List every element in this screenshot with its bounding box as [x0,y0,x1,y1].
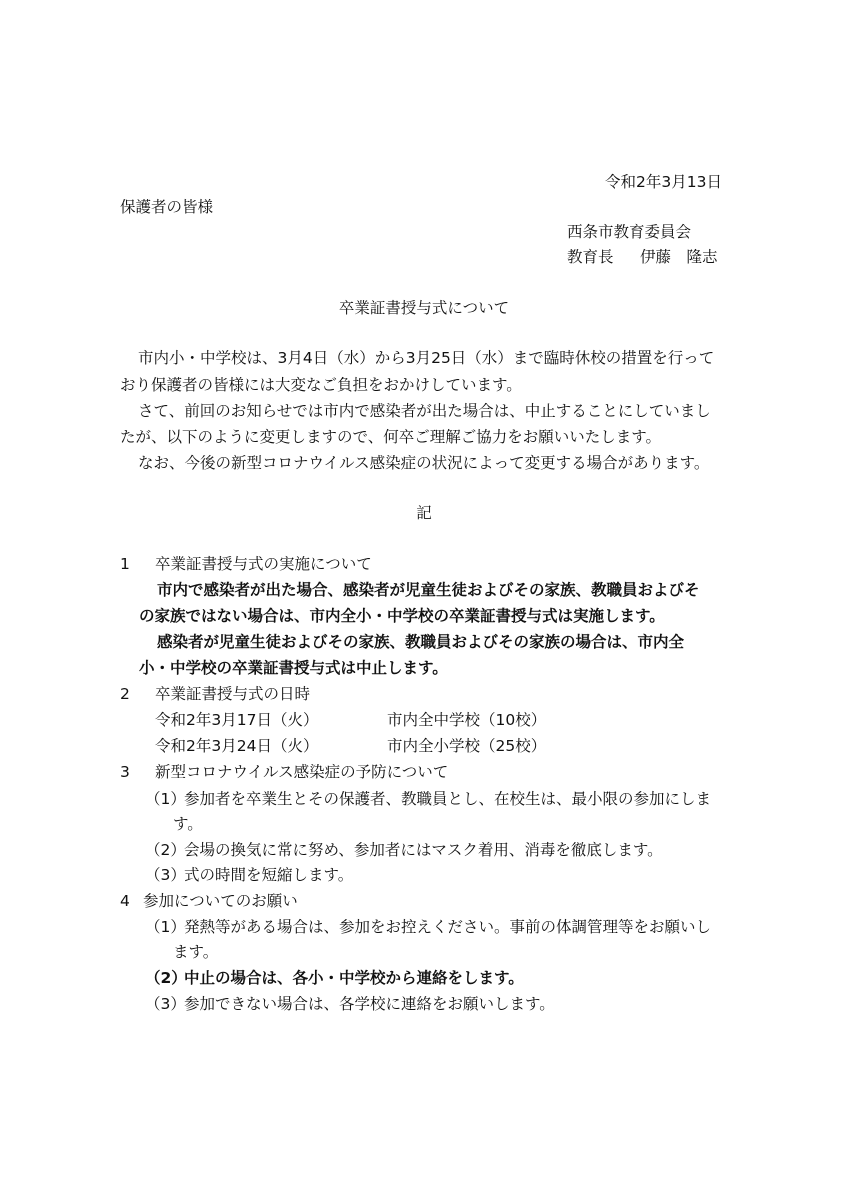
section-number: 3 [120,763,130,781]
item-number: （1） [145,790,186,808]
intro-line: おり保護者の皆様には大変なご負担をおかけしています。 [120,376,522,394]
ki-marker: 記 [416,504,432,522]
section-body-line: 小・中学校の卒業証書授与式は中止します。 [139,659,448,677]
item-text: 会場の換気に常に努め、参加者にはマスク着用、消毒を徹底します。 [184,841,663,859]
section-number: 4 [120,892,130,910]
item-number: （3） [145,866,186,884]
issue-date: 令和2年3月13日 [605,173,722,191]
schedule-date: 令和2年3月17日（火） [155,711,319,729]
item-text: 中止の場合は、各小・中学校から連絡をします。 [184,969,524,987]
section-heading: 卒業証書授与式の実施について [155,555,372,573]
item-number: （1） [145,918,186,936]
schedule-target: 市内全小学校（25校） [387,737,547,755]
item-number: （3） [145,995,186,1013]
item-number: （2） [145,969,187,987]
section-heading: 卒業証書授与式の日時 [155,685,311,703]
item-text: 参加できない場合は、各学校に連絡をお願いします。 [184,995,555,1013]
schedule-date: 令和2年3月24日（火） [155,737,319,755]
item-number: （2） [145,841,186,859]
item-text: 式の時間を短縮します。 [184,866,354,884]
intro-line: 市内小・中学校は、3月4日（水）から3月25日（水）まで臨時休校の措置を行って [138,349,715,367]
schedule-target: 市内全中学校（10校） [387,711,547,729]
page-title: 卒業証書授与式について [338,299,510,317]
intro-line: さて、前回のお知らせでは市内で感染者が出た場合は、中止することにしていまし [138,402,711,420]
item-text: 発熱等がある場合は、参加をお控えください。事前の体調管理等をお願いし [184,918,712,936]
section-heading: 新型コロナウイルス感染症の予防について [155,763,449,781]
section-body-line: 市内で感染者が出た場合、感染者が児童生徒およびその家族、教職員およびそ [157,581,700,599]
intro-line: なお、今後の新型コロナウイルス感染症の状況によって変更する場合があります。 [138,454,710,472]
sender-name: 伊藤 隆志 [640,248,718,266]
section-body-line: の家族ではない場合は、市内全小・中学校の卒業証書授与式は実施します。 [139,607,665,625]
section-heading: 参加についてのお願い [143,892,298,910]
item-text: 参加者を卒業生とその保護者、教職員とし、在校生は、最小限の参加にしま [184,790,712,808]
section-number: 1 [120,555,130,573]
intro-line: たが、以下のように変更しますので、何卒ご理解ご協力をお願いいたします。 [120,428,661,446]
section-body-line: 感染者が児童生徒およびその家族、教職員およびその家族の場合は、市内全 [157,633,685,651]
item-text-continued: す。 [173,815,203,833]
section-number: 2 [120,685,130,703]
recipient: 保護者の皆様 [120,198,214,216]
sender-organization: 西条市教育委員会 [567,223,692,241]
item-text-continued: ます。 [173,943,219,961]
sender-title: 教育長 [567,248,614,266]
